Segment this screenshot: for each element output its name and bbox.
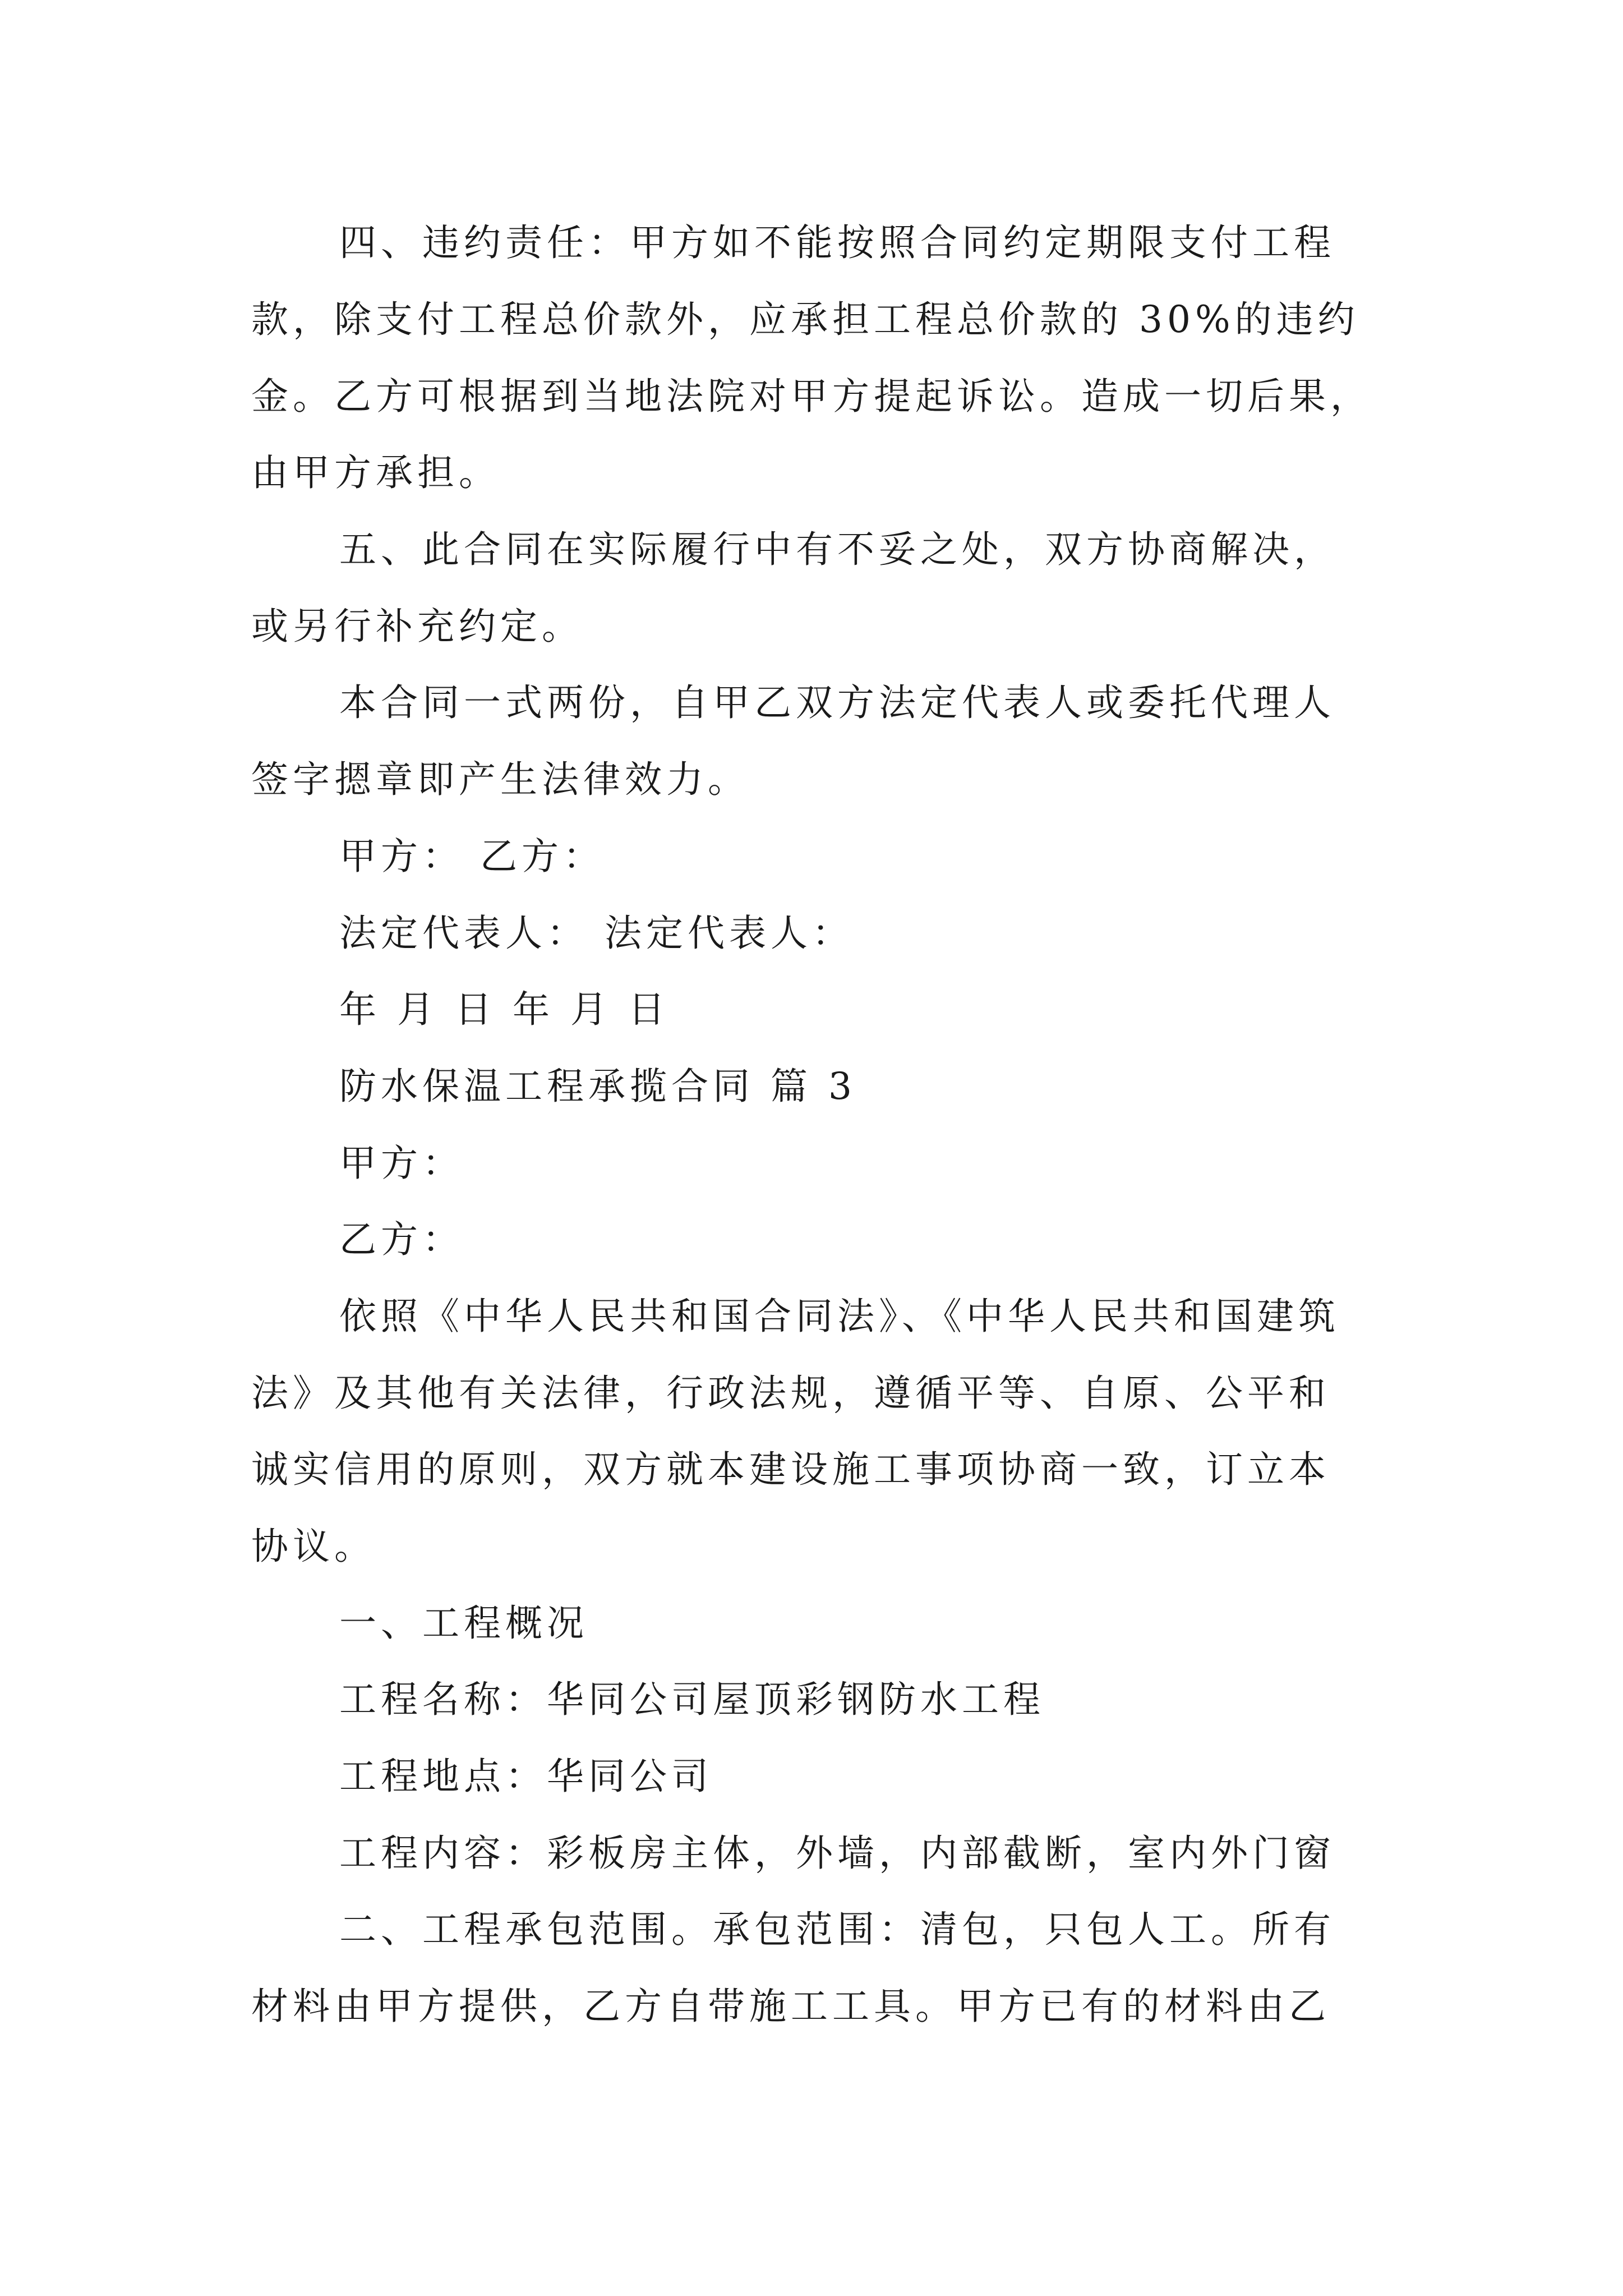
- parties-signature-line: 甲方： 乙方：: [339, 835, 605, 878]
- representative-signature-line: 法定代表人： 法定代表人：: [339, 912, 854, 955]
- clause-4-line-1: 四、违约责任：甲方如不能按照合同约定期限支付工程: [339, 221, 1335, 264]
- validity-line-2: 签字摁章即产生法律效力。: [251, 758, 749, 801]
- date-line: 年 月 日 年 月 日: [339, 988, 670, 1031]
- project-location-line: 工程地点：华同公司: [339, 1755, 713, 1798]
- heading-project-overview: 一、工程概况: [339, 1602, 588, 1645]
- clause-5-line-2: 或另行补充约定。: [251, 605, 583, 648]
- project-name-line: 工程名称：华同公司屋顶彩钢防水工程: [339, 1678, 1045, 1721]
- scope-line-1: 二、工程承包范围。承包范围：清包，只包人工。所有: [339, 1908, 1335, 1951]
- clause-4-line-2: 款，除支付工程总价款外，应承担工程总价款的 30%的违约: [251, 298, 1359, 341]
- preamble-line-1: 依照《中华人民共和国合同法》、《中华人民共和国建筑: [339, 1295, 1340, 1338]
- clause-4-line-3: 金。乙方可根据到当地法院对甲方提起诉讼。造成一切后果，: [251, 375, 1372, 418]
- party-a-line: 甲方：: [339, 1142, 464, 1185]
- party-b-line: 乙方：: [339, 1218, 464, 1261]
- scope-line-2: 材料由甲方提供，乙方自带施工工具。甲方已有的材料由乙: [251, 1985, 1330, 2028]
- validity-line-1: 本合同一式两份，自甲乙双方法定代表人或委托代理人: [339, 681, 1335, 724]
- section-title: 防水保温工程承揽合同 篇 3: [339, 1065, 856, 1108]
- clause-4-line-4: 由甲方承担。: [251, 451, 500, 494]
- preamble-line-2: 法》及其他有关法律，行政法规，遵循平等、自原、公平和: [251, 1372, 1330, 1415]
- clause-5-line-1: 五、此合同在实际履行中有不妥之处，双方协商解决，: [339, 528, 1335, 571]
- preamble-line-4: 协议。: [251, 1525, 376, 1568]
- project-content-line: 工程内容：彩板房主体，外墙，内部截断，室内外门窗: [339, 1832, 1335, 1875]
- preamble-line-3: 诚实信用的原则，双方就本建设施工事项协商一致，订立本: [251, 1448, 1330, 1491]
